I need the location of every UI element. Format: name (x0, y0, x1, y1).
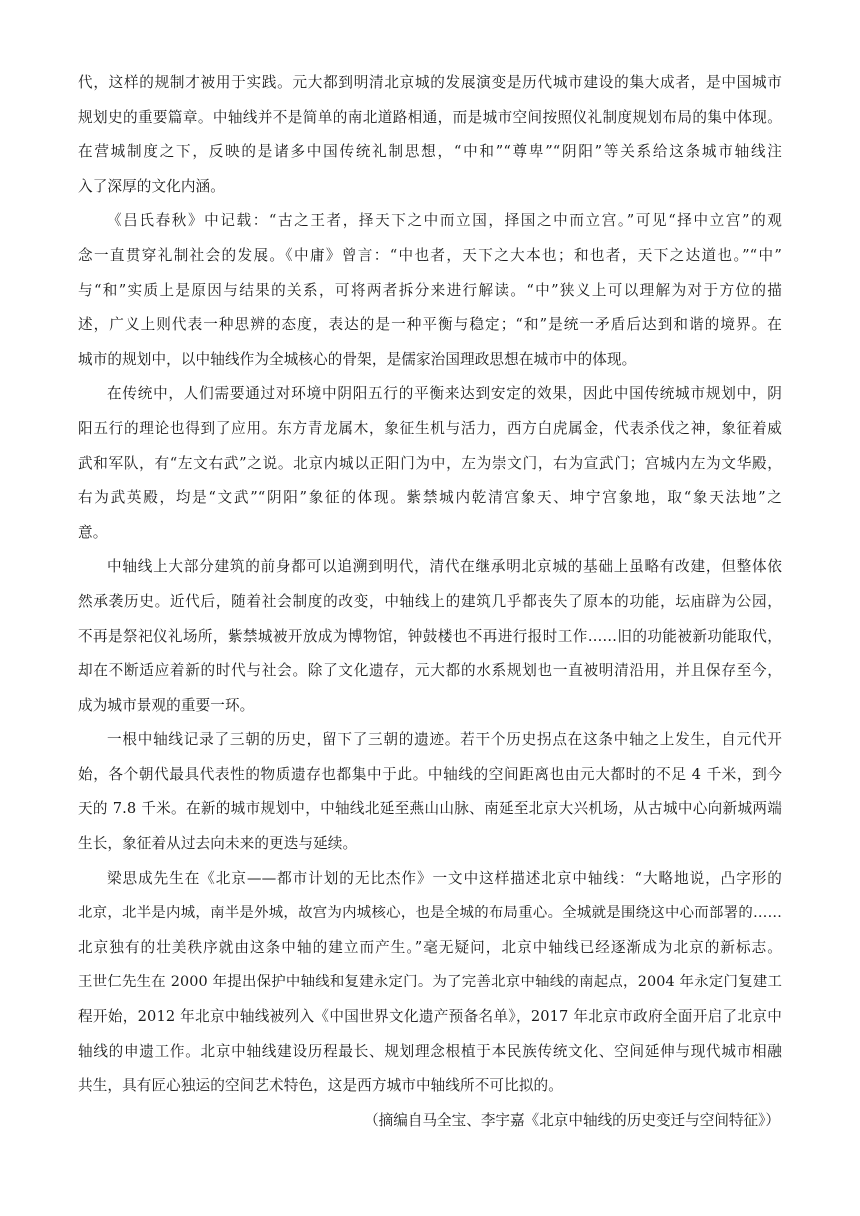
paragraph-2 (78, 204, 782, 377)
text-line: 北京，北半是内城，南半是外城，故宫为内城核心，也是全城的布局重心。全城就是围绕这中心而部署的…… (78, 905, 782, 922)
text-line: 意。 (78, 523, 108, 541)
text-line: 程开始，2012 年北京中轴线被列入《中国世界文化遗产预备名单》，2017 年北京市政府全面开启了北京中 (78, 1008, 782, 1026)
text-line: 却在不断适应着新的时代与社会。除了文化遗存，元大都的水系规划也一直被明清沿用，并且保存至今， (78, 662, 782, 680)
text-line: 念一直贯穿礼制社会的发展。《中庸》曾言：“中也者，天下之大本也；和也者，天下之达道也。”“中” (78, 246, 782, 264)
text-line: 共生，具有匠心独运的空间艺术特色，这是西方城市中轴线所不可比拟的。 (78, 1077, 563, 1095)
article-body (78, 66, 782, 1138)
text-line: 入了深厚的文化内涵。 (78, 177, 225, 195)
text-line: 在传统中，人们需要通过对环境中阴阳五行的平衡来达到安定的效果，因此中国传统城市规划中，阴 (107, 385, 782, 403)
text-line: 生长，象征着从过去向未来的更迭与延续。 (78, 835, 358, 853)
paragraph-6 (78, 862, 782, 1104)
text-line: 成为城市景观的重要一环。 (78, 696, 255, 714)
text-line: 阳五行的理论也得到了应用。东方青龙属木，象征生机与活力，西方白虎属金，代表杀伐之神，象征着威 (78, 419, 782, 437)
text-line: 规划史的重要篇章。中轴线并不是简单的南北道路相通，而是城市空间按照仪礼制度规划布局的集中体现。 (78, 108, 782, 126)
text-line: 与“和”实质上是原因与结果的关系，可将两者拆分来进行解读。“中”狭义上可以理解为对于方位的描 (78, 281, 782, 299)
text-line: 代，这样的规制才被用于实践。元大都到明清北京城的发展演变是历代城市建设的集大成者，是中国城市 (78, 74, 782, 91)
text-line: 不再是祭祀仪礼场所，紫禁城被开放成为博物馆，钟鼓楼也不再进行报时工作……旧的功能被新功能取代， (78, 627, 782, 645)
text-line: 在营城制度之下，反映的是诸多中国传统礼制思想，“中和”“尊卑”“阴阳”等关系给这条城市轴线注 (78, 143, 782, 161)
text-line: 北京独有的壮美秩序就由这条中轴的建立而产生。”毫无疑问，北京中轴线已经逐渐成为北京的新标志。 (78, 938, 782, 956)
text-line: 然承袭历史。近代后，随着社会制度的改变，中轴线上的建筑几乎都丧失了原本的功能，坛庙辟为公园， (78, 592, 782, 610)
text-line: 中轴线上大部分建筑的前身都可以追溯到明代，清代在继承明北京城的基础上虽略有改建，但整体依 (107, 558, 782, 576)
source-citation: （摘编自马全宝、李宇嘉《北京中轴线的历史变迁与空间特征》） (364, 1111, 780, 1129)
text-line: 始，各个朝代最具代表性的物质遗存也都集中于此。中轴线的空间距离也由元大都时的不足 4 千米，到今 (78, 765, 782, 783)
paragraph-1 (78, 66, 782, 204)
text-line: 梁思成先生在《北京——都市计划的无比杰作》一文中这样描述北京中轴线：“大略地说，凸字形的 (107, 869, 782, 887)
text-line: 武和军队，有“左文右武”之说。北京内城以正阳门为中，左为崇文门，右为宣武门；宫城内左为文华殿， (78, 454, 782, 472)
paragraph-3 (78, 377, 782, 550)
text-line: 城市的规划中，以中轴线作为全城核心的骨架，是儒家治国理政思想在城市中的体现。 (78, 350, 637, 368)
text-line: 轴线的申遗工作。北京中轴线建设历程最长、规划理念根植于本民族传统文化、空间延伸与现代城市相融 (78, 1042, 782, 1060)
text-line: 《吕氏春秋》中记载：“古之王者，择天下之中而立国，择国之中而立宫。”可见“择中立宫”的观 (107, 212, 782, 230)
paragraph-4 (78, 550, 782, 723)
text-line: 王世仁先生在 2000 年提出保护中轴线和复建永定门。为了完善北京中轴线的南起点，2004 年永定门复建工 (78, 974, 782, 991)
text-line: 一根中轴线记录了三朝的历史，留下了三朝的遗迹。若干个历史拐点在这条中轴之上发生，自元代开 (107, 731, 782, 749)
paragraph-5 (78, 723, 782, 861)
text-line: 天的 7.8 千米。在新的城市规划中，中轴线北延至燕山山脉、南延至北京大兴机场，从古城中心向新城两端 (78, 800, 782, 818)
text-line: 述，广义上则代表一种思辨的态度，表达的是一种平衡与稳定；“和”是统一矛盾后达到和谐的境界。在 (78, 316, 782, 334)
text-line: 右为武英殿，均是“文武”“阴阳”象征的体现。紫禁城内乾清宫象天、坤宁宫象地，取“象天法地”之 (78, 489, 782, 507)
